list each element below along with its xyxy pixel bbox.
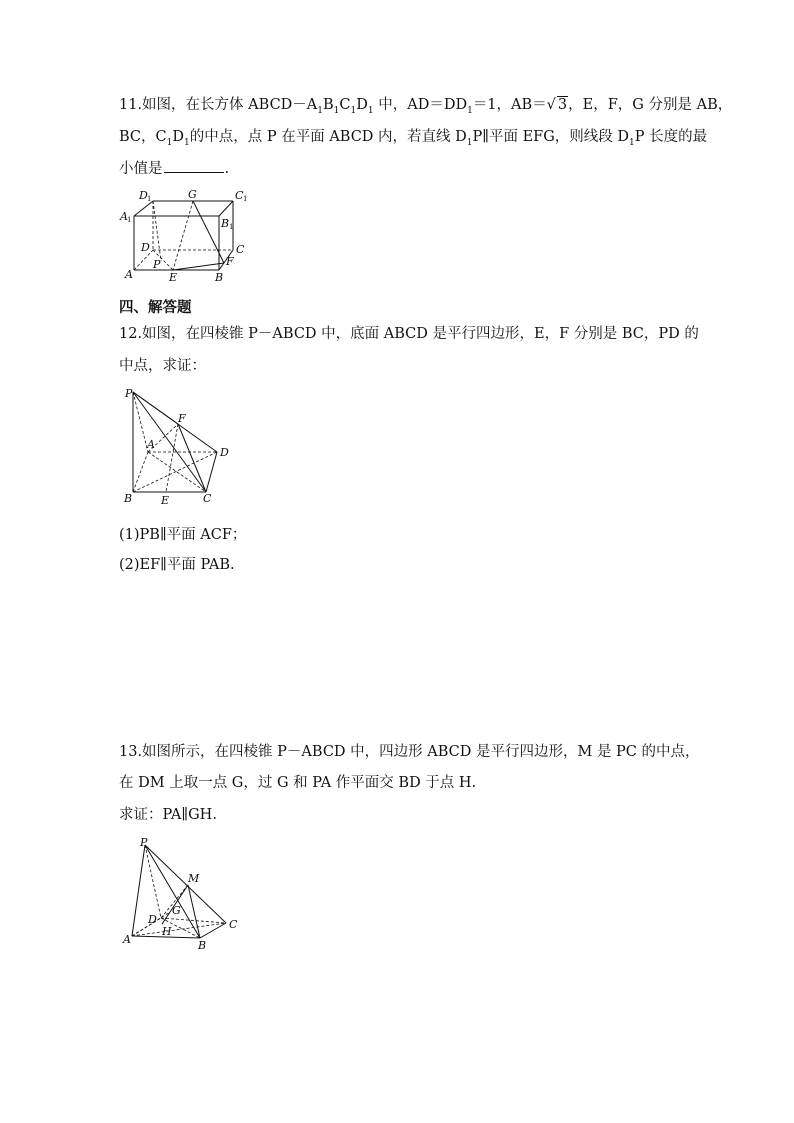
q11-line1: 11.如图，在长方体 $ABCD-A_1B_1C_1D_1$ 中，$AD=DD_1=1$，AB＝√ 3，E，F，G 分别是 AB， bbox=[119, 97, 733, 116]
q11-l2c: P∥平面 EFG，则线段 D bbox=[472, 129, 630, 145]
sub: 1 bbox=[317, 105, 323, 116]
q11-text-a: 11.如图，在长方体 ABCD－A bbox=[119, 97, 318, 113]
q13-line1: 13.如图所示，在四棱锥 P－ABCD 中，四边形 ABCD 是平行四边形，M 是 PC 的中点， bbox=[119, 744, 700, 760]
label-F: F bbox=[226, 255, 234, 268]
label-C: C bbox=[229, 918, 238, 931]
label-B: B bbox=[215, 271, 224, 284]
label-B: B bbox=[124, 492, 133, 505]
q11-text-b: 中，AD＝DD bbox=[378, 97, 468, 113]
label-P: P bbox=[140, 836, 148, 849]
sub-label: 1 bbox=[229, 223, 234, 231]
label-D: D bbox=[141, 241, 150, 254]
sub-label: 1 bbox=[127, 216, 132, 224]
sub: 1 bbox=[166, 137, 173, 148]
label-P: P bbox=[125, 387, 133, 400]
sub: 1 bbox=[467, 105, 473, 116]
q13-figure-pyramid bbox=[118, 836, 248, 954]
q11-d: D bbox=[172, 129, 184, 145]
q12-figure-pyramid bbox=[120, 384, 240, 509]
label-E: E bbox=[169, 271, 178, 284]
q11-b: B bbox=[323, 97, 334, 113]
q11-l3-end: . bbox=[224, 161, 230, 177]
sqrt-value: 3 bbox=[557, 97, 568, 113]
q11-text-c: ＝1，AB＝ bbox=[472, 97, 547, 113]
label-E: E bbox=[161, 494, 170, 507]
label-P: P bbox=[153, 258, 161, 271]
label-A1: A bbox=[120, 210, 128, 223]
label-B1: B bbox=[221, 217, 230, 230]
q11-l2a: BC，C bbox=[119, 129, 167, 145]
q11-l2b: 的中点，点 P 在平面 ABCD 内，若直线 D bbox=[189, 129, 467, 145]
label-H: H bbox=[162, 925, 172, 938]
sub-label: 1 bbox=[243, 195, 248, 203]
label-A: A bbox=[125, 268, 133, 281]
sub: 1 bbox=[350, 105, 357, 116]
q11-figure-cuboid bbox=[115, 188, 255, 286]
sub-label: 1 bbox=[147, 195, 152, 203]
label-D: D bbox=[220, 446, 229, 459]
label-A: A bbox=[123, 933, 131, 946]
label-A: A bbox=[147, 438, 155, 451]
label-M: M bbox=[188, 872, 200, 885]
sub: 1 bbox=[466, 137, 473, 148]
q12-part1: (1)PB∥平面 ACF； bbox=[119, 527, 247, 543]
label-G: G bbox=[188, 188, 197, 201]
q12-line1: 12.如图，在四棱锥 P－ABCD 中，底面 ABCD 是平行四边形，E，F 分别是 BC，PD 的 bbox=[119, 326, 699, 342]
q11-line2 bbox=[119, 127, 707, 153]
label-G: G bbox=[172, 904, 181, 917]
q13-line3: 求证：PA∥GH. bbox=[119, 807, 217, 823]
q11-c: C bbox=[339, 97, 351, 113]
q11-d: D bbox=[356, 97, 368, 113]
label-F: F bbox=[178, 412, 186, 425]
answer-blank[interactable] bbox=[164, 158, 224, 173]
q12-line2: 中点，求证： bbox=[119, 358, 206, 374]
label-C: C bbox=[203, 492, 212, 505]
sub: 1 bbox=[629, 137, 635, 148]
label-D: D bbox=[148, 913, 157, 926]
q11-text-d: ，E，F，G 分别是 AB， bbox=[568, 97, 733, 113]
label-C: C bbox=[236, 243, 245, 256]
label-C1: C bbox=[235, 189, 244, 202]
sub: 1 bbox=[184, 137, 190, 148]
section-heading: 四、解答题 bbox=[119, 299, 192, 316]
q12-part2: (2)EF∥平面 PAB. bbox=[119, 557, 235, 573]
label-D1: D bbox=[139, 189, 148, 202]
q11-line3 bbox=[119, 158, 229, 179]
q11-l2d: P 长度的最 bbox=[634, 129, 708, 145]
sub: 1 bbox=[333, 105, 340, 116]
q11-l3: 小值是 bbox=[119, 161, 163, 177]
sub: 1 bbox=[367, 105, 374, 116]
label-B: B bbox=[198, 939, 207, 952]
q13-line2: 在 DM 上取一点 G，过 G 和 PA 作平面交 BD 于点 H. bbox=[119, 775, 477, 791]
